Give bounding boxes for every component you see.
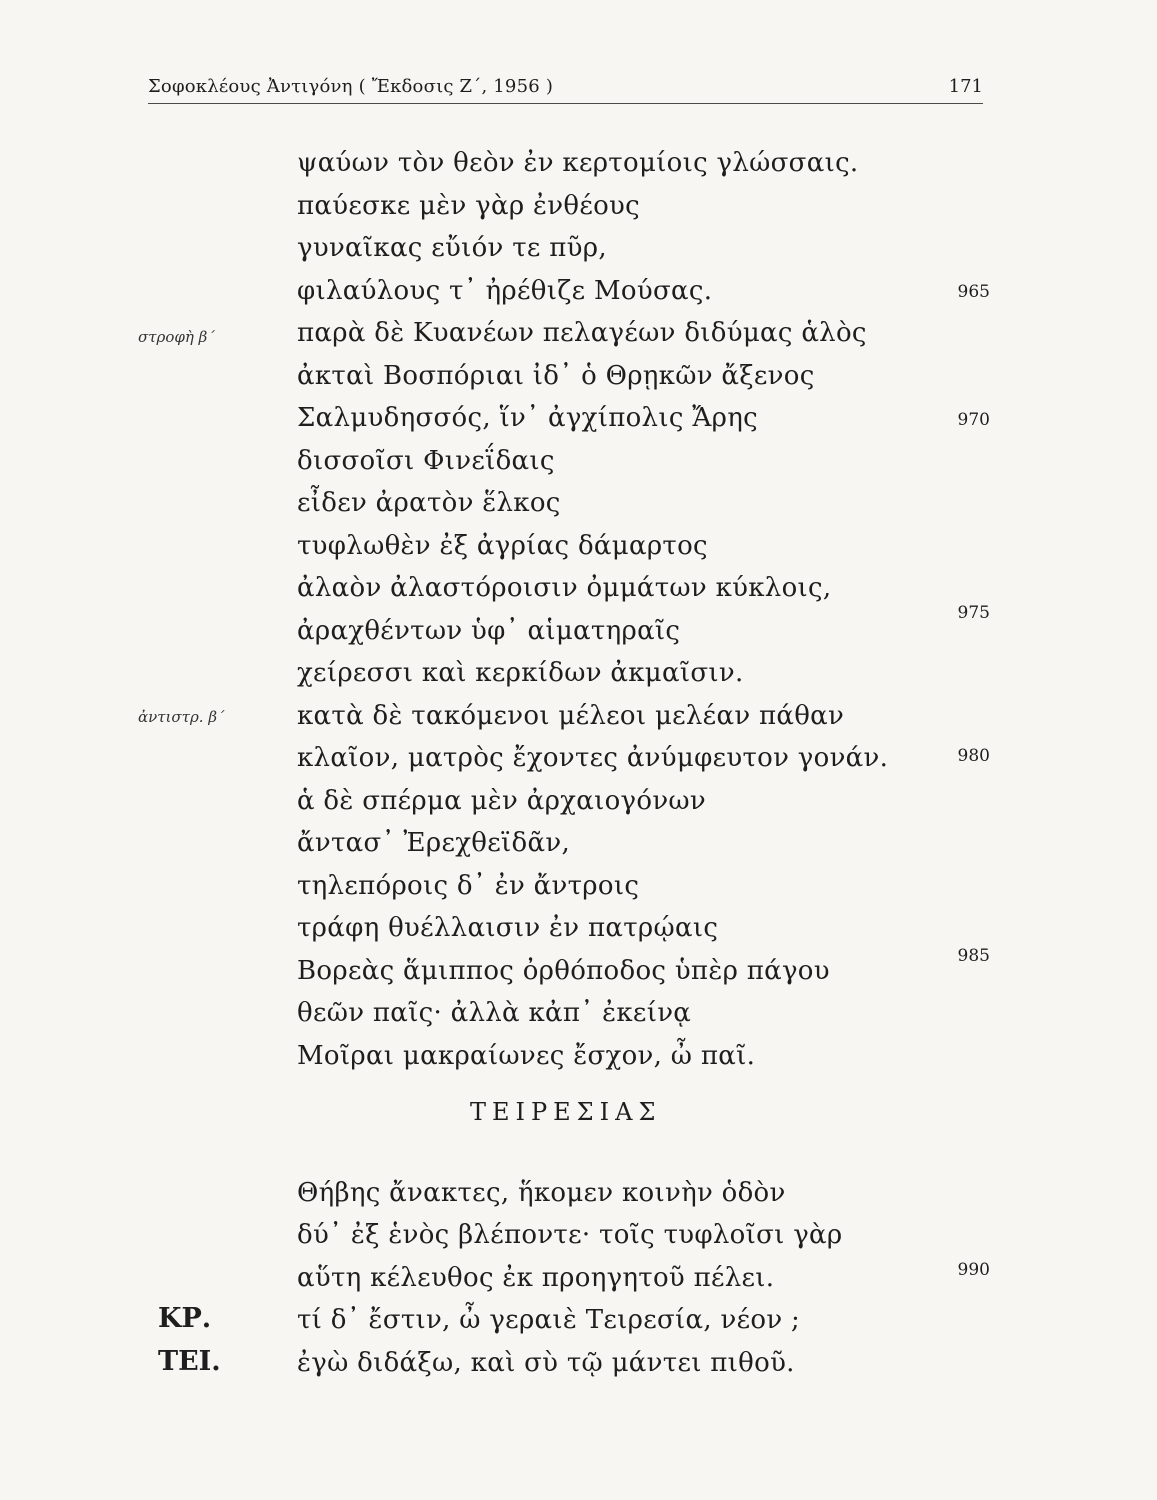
speaker-tag: ΚΡ.	[158, 1303, 212, 1334]
verse-line: Θήβης ἄνακτες, ἥκομεν κοινὴν ὁδὸν	[297, 1178, 786, 1208]
line-number: 985	[957, 946, 990, 966]
page-number: 171	[948, 76, 983, 97]
verse-line: ἄντασ᾽ Ἐρεχθεϊδᾶν,	[297, 828, 571, 858]
header-rule	[148, 103, 983, 104]
verse-line: ἁ δὲ σπέρμα μὲν ἀρχαιογόνων	[297, 786, 707, 816]
strophe-label: στροφὴ β΄	[138, 328, 215, 346]
verse-line: Σαλμυδησσός, ἵν᾽ ἀγχίπολις Ἄρης	[297, 403, 758, 433]
verse-line: κατὰ δὲ τακόμενοι μέλεοι μελέαν πάθαν	[297, 701, 845, 731]
verse-line: θεῶν παῖς· ἀλλὰ κἀπ᾽ ἐκείνᾳ	[297, 998, 692, 1028]
line-number: 990	[957, 1260, 990, 1280]
verse-line: Μοῖραι μακραίωνες ἔσχον, ὦ παῖ.	[297, 1041, 756, 1071]
verse-line: Βορεὰς ἅμιππος ὀρθόποδος ὑπὲρ πάγου	[297, 956, 830, 986]
verse-line: ψαύων τὸν θεὸν ἐν κερτομίοις γλώσσαις.	[297, 148, 859, 178]
verse-line: αὕτη κέλευθος ἐκ προηγητοῦ πέλει.	[297, 1263, 775, 1293]
verse-line: τηλεπόροις δ᾽ ἐν ἄντροις	[297, 871, 640, 901]
verse-line: τί δ᾽ ἔστιν, ὦ γεραιὲ Τειρεσία, νέον ;	[297, 1305, 801, 1335]
line-number: 965	[957, 282, 990, 302]
verse-line: δισσοῖσι Φινεΐδαις	[297, 446, 555, 476]
antistrophe-label: ἀντιστρ. β΄	[138, 708, 225, 726]
line-number: 980	[957, 746, 990, 766]
verse-line: δύ᾽ ἐξ ἑνὸς βλέποντε· τοῖς τυφλοῖσι γὰρ	[297, 1220, 843, 1250]
verse-line: παρὰ δὲ Κυανέων πελαγέων διδύμας ἁλὸς	[297, 318, 867, 348]
verse-line: φιλαύλους τ᾽ ἠρέθιζε Μούσας.	[297, 276, 713, 306]
line-number: 975	[957, 603, 990, 623]
verse-line: εἶδεν ἀρατὸν ἕλκος	[297, 488, 561, 518]
running-title: Σοφοκλέους Ἀντιγόνη ( Ἔκδοσις Ζ΄, 1956 )	[148, 76, 554, 97]
verse-line: τυφλωθὲν ἐξ ἀγρίας δάμαρτος	[297, 531, 708, 561]
verse-line: τράφη θυέλλαισιν ἐν πατρῴαις	[297, 913, 719, 943]
speaker-heading: ΤΕΙΡΕΣΙΑΣ	[470, 1098, 662, 1126]
verse-line: παύεσκε μὲν γὰρ ἐνθέους	[297, 191, 641, 221]
speaker-tag: ΤΕΙ.	[158, 1346, 221, 1377]
verse-line: ἀλαὸν ἀλαστόροισιν ὀμμάτων κύκλοις,	[297, 573, 832, 603]
verse-line: ἐγὼ διδάξω, καὶ σὺ τῷ μάντει πιθοῦ.	[297, 1348, 795, 1378]
verse-line: ἀραχθέντων ὑφ᾽ αἱματηραῖς	[297, 616, 681, 646]
verse-line: ἀκταὶ Βοσπόριαι ἰδ᾽ ὁ Θρῃκῶν ἄξενος	[297, 361, 815, 391]
verse-line: κλαῖον, ματρὸς ἔχοντες ἀνύμφευτον γονάν.	[297, 743, 889, 773]
verse-line: χείρεσσι καὶ κερκίδων ἀκμαῖσιν.	[297, 658, 744, 688]
line-number: 970	[957, 410, 990, 430]
verse-line: γυναῖκας εὔιόν τε πῦρ,	[297, 233, 607, 263]
